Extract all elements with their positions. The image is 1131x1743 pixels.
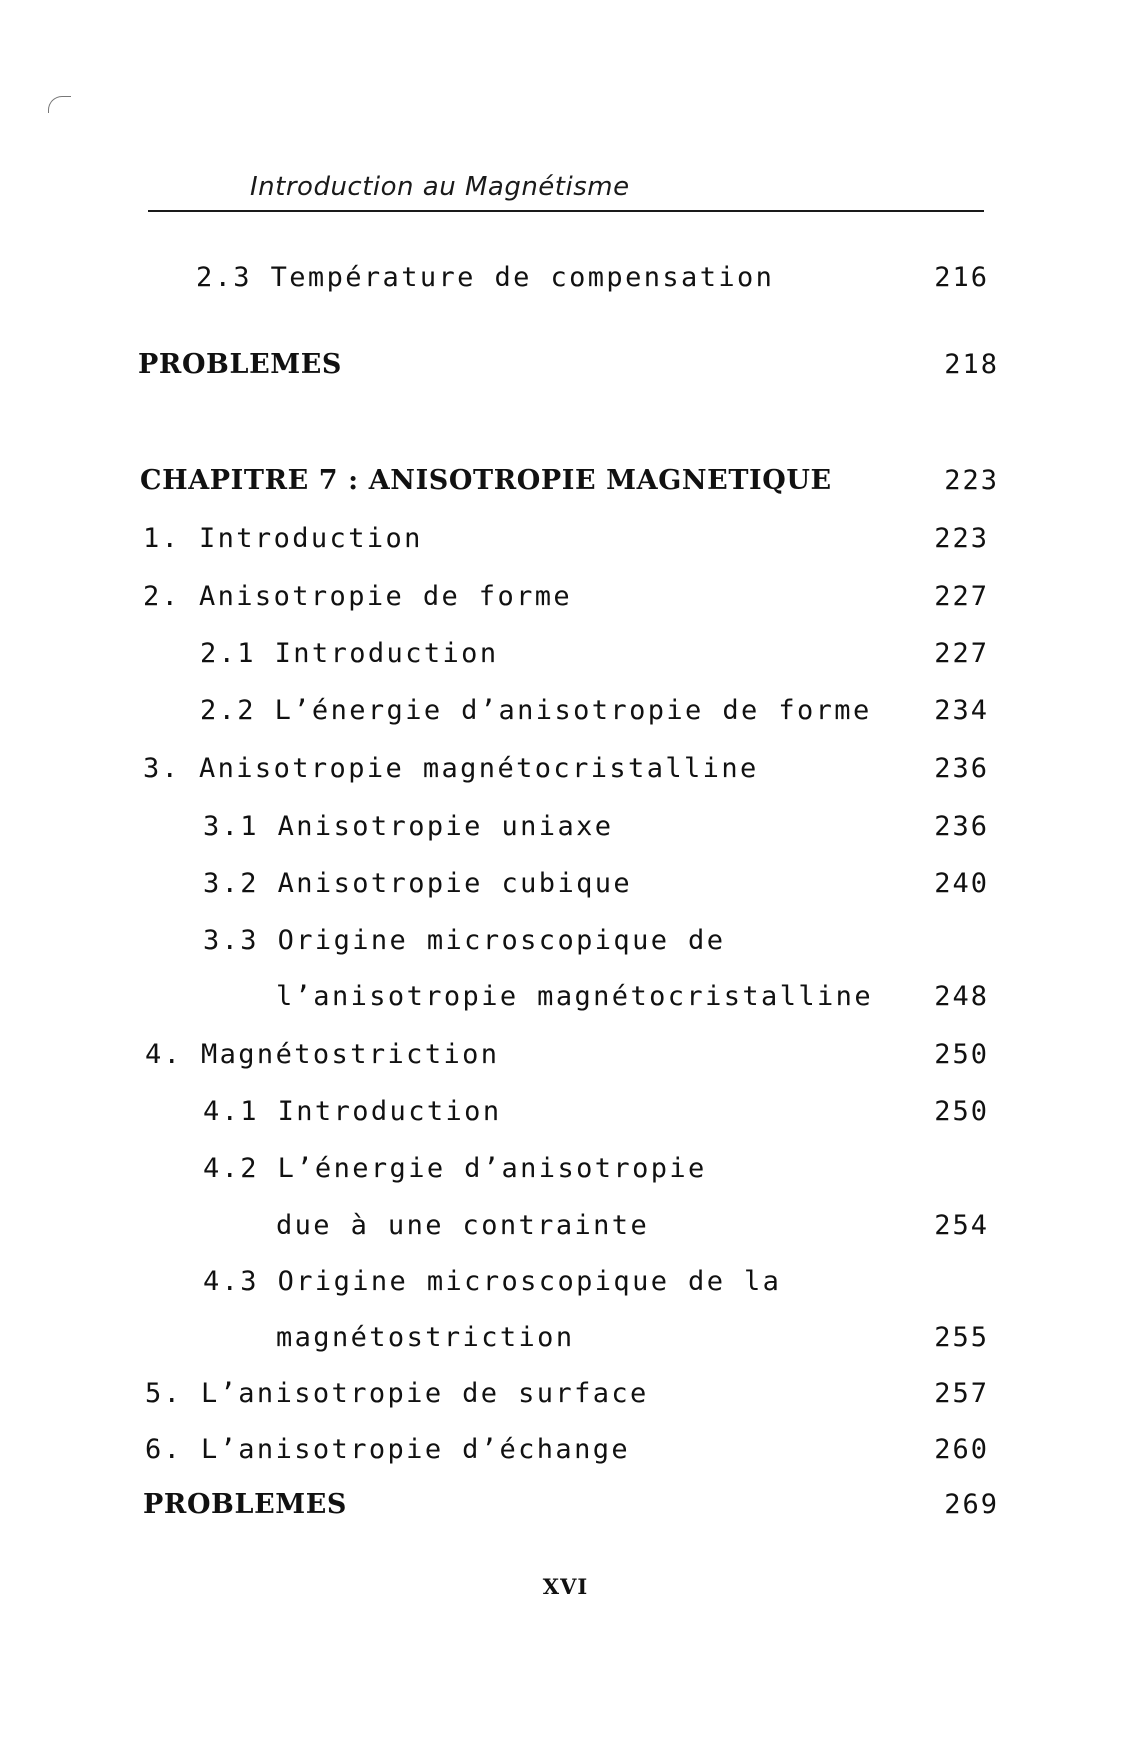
toc-entry-label: PROBLEMES: [138, 349, 343, 380]
toc-entry-page: 223: [934, 523, 989, 554]
running-head: Introduction au Magnétisme: [250, 172, 630, 202]
toc-entry-label: 2.1 Introduction: [200, 638, 499, 669]
toc-entry-label: 4.3 Origine microscopique de la: [203, 1266, 782, 1297]
toc-entry-label: 2.2 L’énergie d’anisotropie de forme: [200, 695, 872, 726]
toc-entry: [0, 633, 1131, 675]
toc-entry-label: PROBLEMES: [143, 1489, 348, 1520]
toc-entry-page: 223: [944, 465, 999, 496]
toc-entry-page: 218: [944, 349, 999, 380]
toc-entry-page: 250: [934, 1096, 989, 1127]
toc-entry-continuation: [0, 1205, 1131, 1247]
toc-entry-label: 4.2 L’énergie d’anisotropie: [203, 1153, 707, 1184]
toc-entry: [0, 806, 1131, 848]
toc-entry: [0, 518, 1131, 560]
toc-entry-label: 3.1 Anisotropie uniaxe: [203, 811, 614, 842]
toc-entry-label: 6. L’anisotropie d’échange: [145, 1434, 631, 1465]
toc-chapter-heading: [0, 460, 1131, 502]
toc-entry-label: 2. Anisotropie de forme: [143, 581, 573, 612]
toc-entry: [0, 1091, 1131, 1133]
toc-entry: [0, 690, 1131, 732]
toc-entry-label: 5. L’anisotropie de surface: [145, 1378, 649, 1409]
toc-entry-page: 250: [934, 1039, 989, 1070]
toc-entry-page: 236: [934, 811, 989, 842]
toc-entry: [0, 1034, 1131, 1076]
toc-entry-label: CHAPITRE 7 : ANISOTROPIE MAGNETIQUE: [140, 465, 832, 496]
toc-entry-label: 2.3 Température de compensation: [196, 262, 775, 293]
toc-entry: [0, 863, 1131, 905]
toc-entry-page: 248: [934, 981, 989, 1012]
toc-entry-page: 255: [934, 1322, 989, 1353]
toc-entry-page: 227: [934, 581, 989, 612]
toc-entry-label: due à une contrainte: [276, 1210, 650, 1241]
toc-entry-continuation: [0, 1317, 1131, 1359]
toc-entry-continuation: [0, 976, 1131, 1018]
toc-entry-label: 4. Magnétostriction: [145, 1039, 500, 1070]
toc-entry: [0, 1148, 1131, 1190]
toc-entry: [0, 1261, 1131, 1303]
toc-entry: [0, 1429, 1131, 1471]
toc-entry-page: 227: [934, 638, 989, 669]
toc-entry: [0, 1484, 1131, 1526]
toc-entry: [0, 1373, 1131, 1415]
toc-entry-page: 236: [934, 753, 989, 784]
toc-entry-label: l’anisotropie magnétocristalline: [276, 981, 873, 1012]
toc-entry-label: 3.3 Origine microscopique de: [203, 925, 726, 956]
toc-entry-page: 269: [944, 1489, 999, 1520]
toc-entry-page: 257: [934, 1378, 989, 1409]
toc-entry: [0, 344, 1131, 386]
toc-entry: [0, 748, 1131, 790]
toc-entry-label: 4.1 Introduction: [203, 1096, 502, 1127]
toc-entry: [0, 920, 1131, 962]
toc-entry-page: 240: [934, 868, 989, 899]
toc-entry: [0, 257, 1131, 299]
toc-entry-page: 216: [934, 262, 989, 293]
toc-entry-label: 3. Anisotropie magnétocristalline: [143, 753, 759, 784]
page-folio: XVI: [542, 1574, 589, 1599]
toc-entry-page: 234: [934, 695, 989, 726]
toc-entry-page: 254: [934, 1210, 989, 1241]
toc-entry-label: magnétostriction: [276, 1322, 575, 1353]
toc-entry-page: 260: [934, 1434, 989, 1465]
toc-entry-label: 3.2 Anisotropie cubique: [203, 868, 633, 899]
toc-entry: [0, 576, 1131, 618]
toc-entry-label: 1. Introduction: [143, 523, 423, 554]
